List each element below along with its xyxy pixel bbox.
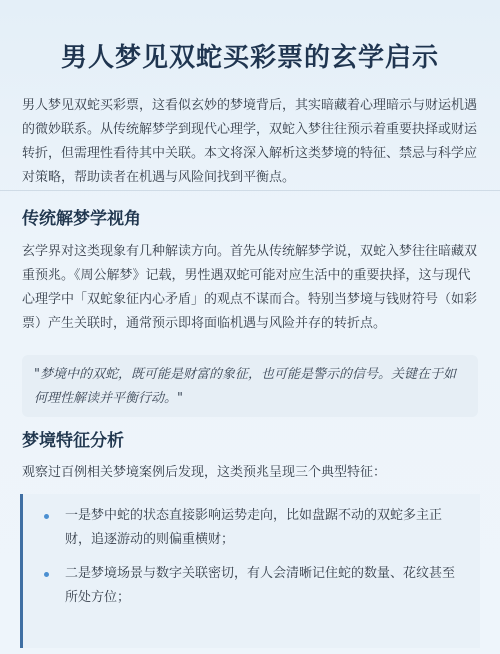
page-title: 男人梦见双蛇买彩票的玄学启示 [60, 43, 439, 73]
section-divider [0, 190, 500, 191]
list-item [41, 562, 466, 610]
list-item-text: 二是梦境场景与数字关联密切，有人会清晰记住蛇的数量、花纹甚至所处方位； [65, 566, 456, 605]
section-heading-traditional: 传统解梦学视角 [22, 209, 141, 229]
list-item-text: 一是梦中蛇的状态直接影响运势走向，比如盘踞不动的双蛇多主正财，追逐游动的则偏重横财； [65, 508, 443, 547]
bullet-dot-icon [44, 514, 49, 519]
section-heading-features: 梦境特征分析 [22, 431, 124, 451]
blockquote: "梦境中的双蛇，既可能是财富的象征，也可能是警示的信号。关键在于如何理性解读并平衡行动。" [22, 355, 478, 417]
feature-list [20, 494, 480, 648]
bullet-dot-icon [44, 572, 49, 577]
traditional-paragraph: 玄学界对这类现象有几种解读方向。首先从传统解梦学说，双蛇入梦往往暗藏双重预兆。《周公解梦》记载，男性遇双蛇可能对应生活中的重要抉择，这与现代心理学中「双蛇象征内心矛盾」的观点不谋而合。特别当梦境与钱财符号（如彩票）产生关联时，通常预示即将面临机遇与风险并存的转折点。 [22, 244, 478, 331]
intro-paragraph: 男人梦见双蛇买彩票，这看似玄妙的梦境背后，其实暗藏着心理暗示与财运机遇的微妙联系。从传统解梦学到现代心理学，双蛇入梦往往预示着重要抉择或财运转折，但需理性看待其中关联。本文将深入解析这类梦境的特征、禁忌与科学应对策略，帮助读者在机遇与风险间找到平衡点。 [22, 98, 478, 185]
features-paragraph: 观察过百例相关梦境案例后发现，这类预兆呈现三个典型特征： [22, 465, 387, 480]
list-item [41, 504, 466, 552]
